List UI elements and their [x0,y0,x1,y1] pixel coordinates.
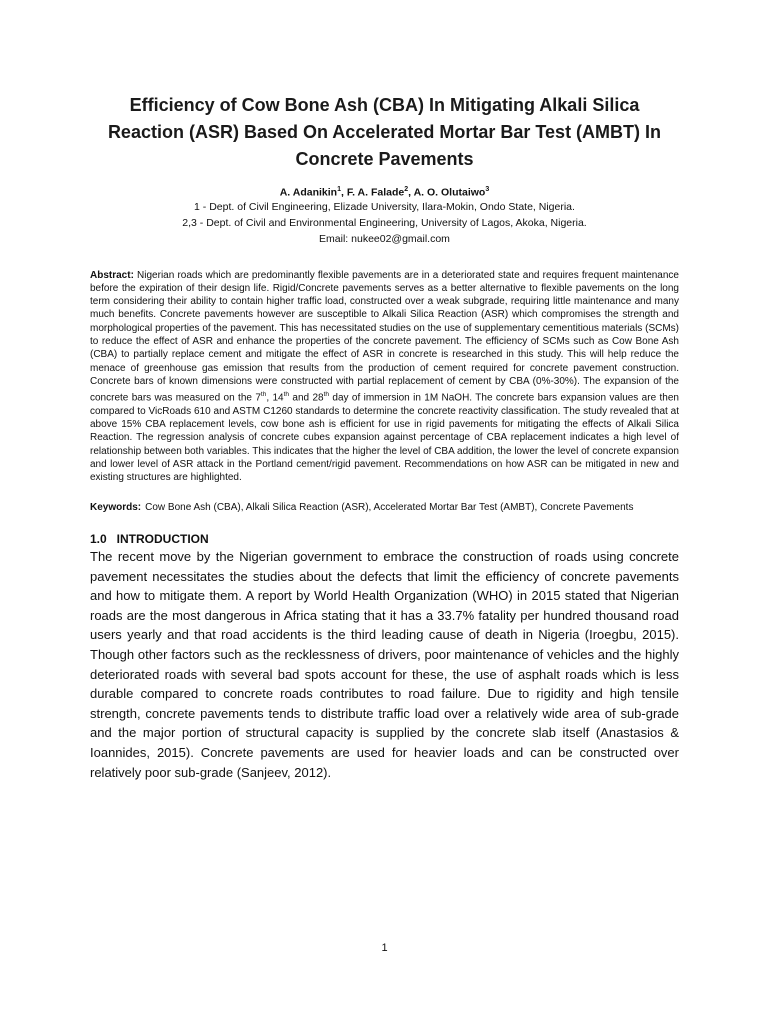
paper-page [90,0,679,1024]
author-superscript: 2 [404,186,409,193]
keywords-text: Cow Bone Ash (CBA), Alkali Silica Reaction (ASR), Accelerated Mortar Bar Test (AMBT), Concrete Pavements [145,501,634,513]
affiliation-1: 1 - Dept. of Civil Engineering, Elizade University, Ilara-Mokin, Ondo State, Nigeria. [194,200,575,213]
author-superscript: 1 [337,186,341,193]
abstract-text: , 14 [266,392,284,404]
ordinal-superscript: th [283,391,290,399]
page-number: 1 [381,942,388,954]
contact-email: Email: nukee02@gmail.com [319,232,450,245]
author-superscript: 3 [485,186,490,193]
author-separator: , [341,186,347,199]
affiliation-2: 2,3 - Dept. of Civil and Environmental Engineering, University of Lagos, Akoka, Nigeria. [182,216,587,229]
author-separator: , [408,186,414,199]
keywords-label: Keywords: [90,501,142,513]
abstract-label: Abstract: [90,269,134,281]
abstract [90,269,679,485]
section-heading-introduction: 1.0 INTRODUCTION [90,532,209,547]
author-name: A. Adanikin [279,186,338,199]
author-name: A. O. Olutaiwo [413,186,486,199]
introduction-paragraph: The recent move by the Nigerian government to embrace the construction of roads using concrete pavement necessitates the studies about the defects that limit the efficiency of concrete pavements and how to mitigate them. A report by World Health Organization (WHO) in 2015 stated that Nigerian roads are the most dangerous in Africa stating that it has a 33.7% fatality per hundred thousand road users yearly and that road accidents is the third leading cause of death in Nigeria (Iroegbu, 2015). Though other factors such as the recklessness of drivers, poor maintenance of vehicles and the highly deteriorated roads with several bad spots account for these, the use of asphalt roads which is less durable compared to concrete roads contributes to road failure. Due to rigidity and high tensile strength, concrete pavements tends to distribute traffic load over a relatively wide area of sub-grade and the major portion of structural capacity is supplied by the concrete slab itself (Anastasios & Ioannides, 2015). Concrete pavements are used for heavier loads and can be constructed over relatively poor sub-grade (Sanjeev, 2012). [90,549,679,780]
paper-title: Efficiency of Cow Bone Ash (CBA) In Mitigating Alkali Silica Reaction (ASR) Based On Accelerated Mortar Bar Test (AMBT) In Concrete Pavements [107,95,662,169]
author-name: F. A. Falade [346,186,405,199]
ordinal-superscript: th [260,391,267,399]
author-list [90,186,679,199]
abstract-text: day of immersion in 1M NaOH. The concrete bars expansion values are then compared to VicRoads 610 and ASTM C1260 standards to determine the concrete reactivity classification. The study revealed that at above 15% CBA replacement levels, cow bone ash is efficient for use in rigid pavements for mitigating the effects of Alkali Silica Reaction. The regression analysis of concrete cubes expansion against percentage of CBA replacement indicates a high level of relationship between both variables. This indicates that the higher the level of CBA addition, the lower the level of concrete expansion and lower level of ASR attack in the Portland cement/rigid pavement. Recommendations on how ASR can be mitigated in new and existing structures are highlighted. [90,392,679,484]
abstract-text: and 28 [289,392,324,404]
ordinal-superscript: th [323,391,330,399]
abstract-text: Nigerian roads which are predominantly flexible pavements are in a deteriorated state and requires frequent maintenance before the expiration of their design life. Rigid/Concrete pavements serves as a better alternative to flexible pavements on the long term considering their ability to contain higher traffic load, constructed over a weak subgrade, requiring little maintenance and many much benefits. Concrete pavements however are susceptible to Alkali Silica Reaction (ASR) which compromises the strength and morphological properties of the pavement. This has necessitated studies on the use of supplementary cementitious materials (SCMs) to reduce the effect of ASR and enhance the properties of the concrete pavement. The efficiency of SCMs such as Cow Bone Ash (CBA) to partially replace cement and mitigate the effect of ASR in concrete is researched in this study. This will help reduce the menace of greenhouse gas emission that results from the production of cement required for concrete pavement construction. Concrete bars of known dimensions were constructed with partial replacement of cement by CBA (0%-30%). The expansion of the concrete bars was measured on the 7 [90,269,679,404]
keywords [90,501,679,515]
